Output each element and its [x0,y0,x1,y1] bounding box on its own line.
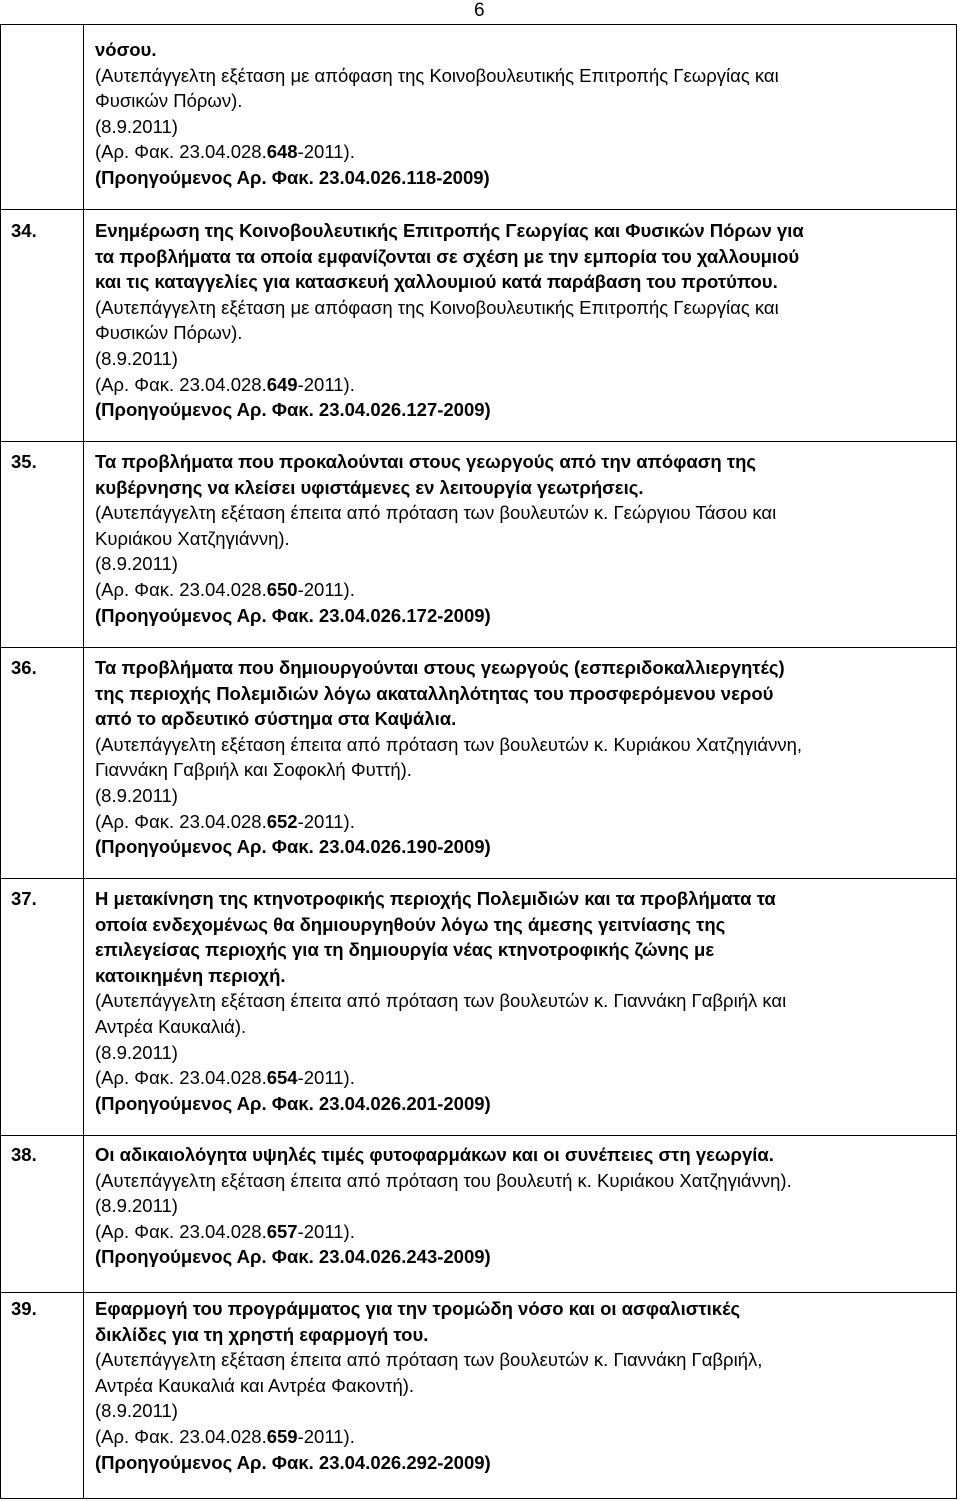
item-number: 38. [11,1144,37,1165]
item-title-line: Εφαρμογή του προγράμματος για την τρομώδη νόσο και οι ασφαλιστικές [95,1298,741,1319]
item-number: 35. [11,451,37,472]
column-divider [83,25,84,1498]
item-title-line: οποία ενδεχομένως θα δημιουργηθούν λόγω της άμεσης γειτνίασης της [95,913,726,935]
item-number: 37. [11,888,37,909]
item-date: (8.9.2011) [95,553,178,575]
agenda-item-34 [95,218,950,423]
item-examination-line: Αντρέα Καυκαλιά και Αντρέα Φακοντή). [95,1374,415,1396]
intro-previous-file: (Προηγούμενος Αρ. Φακ. 23.04.026.118-2009) [95,166,490,188]
row-divider [1,647,956,648]
item-file-number: (Αρ. Φακ. 23.04.028.650-2011). [95,578,355,600]
item-date: (8.9.2011) [95,1195,178,1217]
item-date: (8.9.2011) [95,784,178,806]
item-previous-file: (Προηγούμενος Αρ. Φακ. 23.04.026.292-2009) [95,1451,491,1473]
item-number: 39. [11,1298,37,1319]
item-examination-line: (Αυτεπάγγελτη εξέταση έπειτα από πρόταση των βουλευτών κ. Γιαννάκη Γαβριήλ, [95,1349,763,1371]
item-title-line: δικλίδες για τη χρηστή εφαρμογή του. [95,1323,429,1345]
item-title-line: τα προβλήματα τα οποία εμφανίζονται σε σχέση με την εμπορία του χαλλουμιού [95,245,800,267]
intro-title: νόσου. [95,39,157,60]
row-divider [1,1135,956,1136]
item-file-number: (Αρ. Φακ. 23.04.028.657-2011). [95,1220,355,1242]
intro-entry [95,37,950,191]
item-examination-line: Κυριάκου Χατζηγιάννη). [95,527,290,549]
agenda-table [0,24,957,1499]
item-previous-file: (Προηγούμενος Αρ. Φακ. 23.04.026.127-2009) [95,399,491,421]
item-title-line: Τα προβλήματα που δημιουργούνται στους γεωργούς (εσπεριδοκαλλιεργητές) [95,657,785,678]
item-examination-line: (Αυτεπάγγελτη εξέταση έπειτα από πρόταση των βουλευτών κ. Γεώργιου Τάσου και [95,502,777,524]
item-date: (8.9.2011) [95,1400,178,1422]
item-previous-file: (Προηγούμενος Αρ. Φακ. 23.04.026.243-2009) [95,1246,491,1268]
item-file-number: (Αρ. Φακ. 23.04.028.652-2011). [95,810,355,832]
item-title-line: Η μετακίνηση της κτηνοτροφικής περιοχής Πολεμιδιών και τα προβλήματα τα [95,888,776,909]
item-title-line: Ενημέρωση της Κοινοβουλευτικής Επιτροπής Γεωργίας και Φυσικών Πόρων για [95,220,804,241]
agenda-item-36 [95,655,950,860]
page-number: 6 [474,0,485,21]
intro-examination-line: (Αυτεπάγγελτη εξέταση με απόφαση της Κοινοβουλευτικής Επιτροπής Γεωργίας και [95,64,779,86]
intro-date: (8.9.2011) [95,115,178,137]
item-examination-line: (Αυτεπάγγελτη εξέταση έπειτα από πρόταση των βουλευτών κ. Κυριάκου Χατζηγιάννη, [95,733,802,755]
item-title-line: κυβέρνησης να κλείσει υφιστάμενες εν λειτουργία γεωτρήσεις. [95,476,644,498]
agenda-item-39 [95,1296,950,1475]
item-previous-file: (Προηγούμενος Αρ. Φακ. 23.04.026.190-2009) [95,836,491,858]
item-previous-file: (Προηγούμενος Αρ. Φακ. 23.04.026.172-2009) [95,604,491,626]
row-divider [1,441,956,442]
row-divider [1,1292,956,1293]
item-title-line: από το αρδευτικό σύστημα στα Καψάλια. [95,708,457,730]
item-number: 36. [11,657,37,678]
item-examination-line: (Αυτεπάγγελτη εξέταση έπειτα από πρόταση του βουλευτή κ. Κυριάκου Χατζηγιάννη). [95,1169,792,1191]
item-examination-line: (Αυτεπάγγελτη εξέταση έπειτα από πρόταση των βουλευτών κ. Γιαννάκη Γαβριήλ και [95,990,787,1012]
item-previous-file: (Προηγούμενος Αρ. Φακ. 23.04.026.201-2009) [95,1092,491,1114]
item-examination-line: Φυσικών Πόρων). [95,322,243,344]
item-file-number: (Αρ. Φακ. 23.04.028.654-2011). [95,1067,355,1089]
item-date: (8.9.2011) [95,347,178,369]
item-number: 34. [11,220,37,241]
agenda-item-38 [95,1142,950,1270]
item-title-line: Τα προβλήματα που προκαλούνται στους γεωργούς από την απόφαση της [95,451,756,472]
item-file-number: (Αρ. Φακ. 23.04.028.659-2011). [95,1425,355,1447]
item-date: (8.9.2011) [95,1041,178,1063]
item-title-line: και τις καταγγελίες για κατασκευή χαλλουμιού κατά παράβαση του προτύπου. [95,271,778,293]
item-examination-line: (Αυτεπάγγελτη εξέταση με απόφαση της Κοινοβουλευτικής Επιτροπής Γεωργίας και [95,296,779,318]
item-title-line: της περιοχής Πολεμιδιών λόγω ακαταλληλότητας του προσφερόμενου νερού [95,682,774,704]
item-examination-line: Αντρέα Καυκαλιά). [95,1015,247,1037]
item-title-line: κατοικημένη περιοχή. [95,964,286,986]
item-title-line: επιλεγείσας περιοχής για τη δημιουργία νέας κτηνοτροφικής ζώνης με [95,939,715,961]
intro-file-number: (Αρ. Φακ. 23.04.028.648-2011). [95,141,355,163]
row-divider [1,878,956,879]
row-divider [1,209,956,210]
item-examination-line: Γιαννάκη Γαβριήλ και Σοφοκλή Φυττή). [95,759,412,781]
item-file-number: (Αρ. Φακ. 23.04.028.649-2011). [95,373,355,395]
agenda-item-35 [95,449,950,628]
item-title-line: Οι αδικαιολόγητα υψηλές τιμές φυτοφαρμάκων και οι συνέπειες στη γεωργία. [95,1144,774,1165]
agenda-item-37 [95,886,950,1116]
intro-examination-line: Φυσικών Πόρων). [95,90,243,112]
